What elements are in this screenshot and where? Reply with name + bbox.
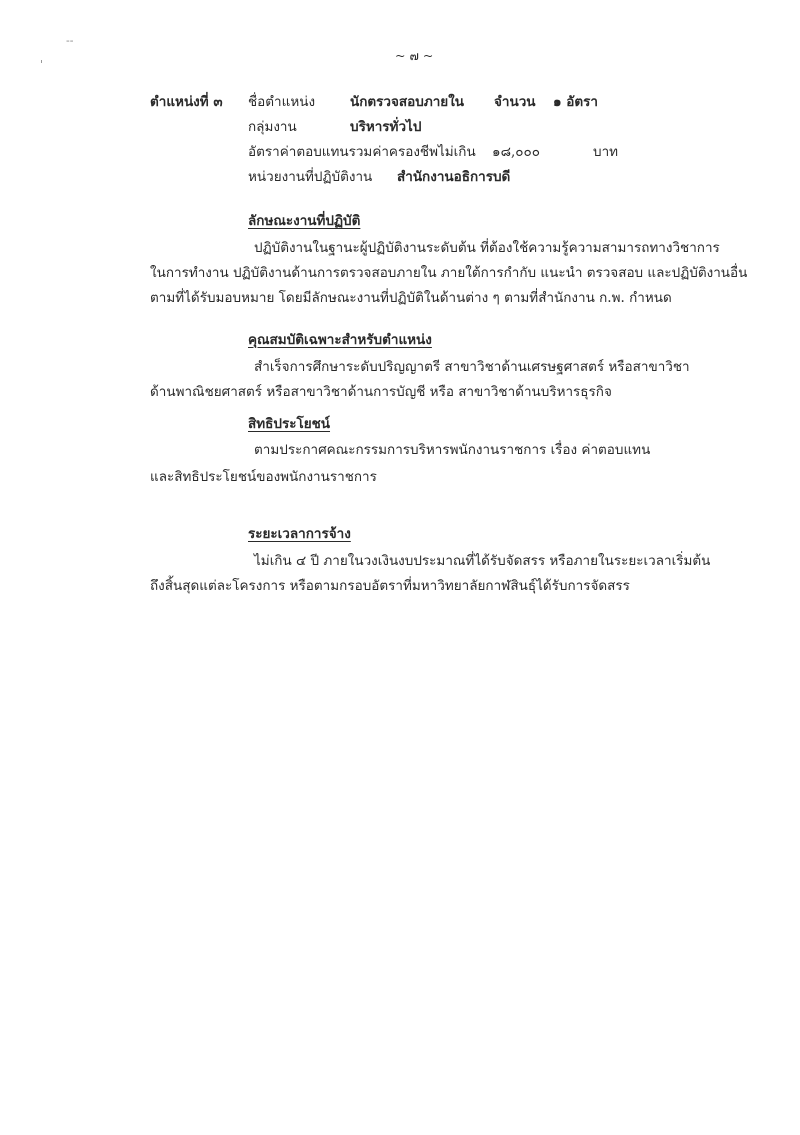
job-nature-line: ตามที่ได้รับมอบหมาย โดยมีลักษณะงานที่ปฏิบัติในด้านต่าง ๆ ตามที่สำนักงาน ก.พ. กำหนด [150,290,672,306]
group-label: กลุ่มงาน [248,119,297,135]
scan-speck: ' [40,58,44,71]
unit-label: หน่วยงานที่ปฏิบัติงาน [248,169,373,185]
qualifications-line: สำเร็จการศึกษาระดับปริญญาตรี สาขาวิชาด้านเศรษฐศาสตร์ หรือสาขาวิชา [254,359,690,375]
job-nature-line: ในการทำงาน ปฏิบัติงานด้านการตรวจสอบภายใน ภายใต้การกำกับ แนะนำ ตรวจสอบ และปฏิบัติงานอื่น [150,265,748,281]
benefits-line: ตามประกาศคณะกรรมการบริหารพนักงานราชการ เรื่อง ค่าตอบแทน [254,442,651,458]
position-label: ตำแหน่งที่ ๓ [150,94,223,110]
benefits-line: และสิทธิประโยชน์ของพนักงานราชการ [150,469,377,485]
benefits-heading: สิทธิประโยชน์ [248,416,331,432]
employment-period-line: ถึงสิ้นสุดแต่ละโครงการ หรือตามกรอบอัตราที่มหาวิทยาลัยกาฬสินธุ์ได้รับการจัดสรร [150,578,630,594]
job-nature-line: ปฏิบัติงานในฐานะผู้ปฏิบัติงานระดับต้น ที่ต้องใช้ความรู้ความสามารถทางวิชาการ [254,240,720,256]
position-name-label: ชื่อตำแหน่ง [248,94,316,110]
employment-period-heading: ระยะเวลาการจ้าง [248,526,351,542]
unit-value: สำนักงานอธิการบดี [397,169,511,185]
qualifications-heading: คุณสมบัติเฉพาะสำหรับตำแหน่ง [248,332,432,348]
scan-speck: -‑ [66,34,74,47]
salary-value: ๑๘,๐๐๐ [492,144,540,160]
group-value: บริหารทั่วไป [350,119,422,135]
employment-period-line: ไม่เกิน ๔ ปี ภายในวงเงินงบประมาณที่ได้รับจัดสรร หรือภายในระยะเวลาเริ่มต้น [254,553,711,569]
salary-unit: บาท [593,144,619,160]
position-name-value: นักตรวจสอบภายใน [350,94,465,110]
qualifications-line: ด้านพาณิชยศาสตร์ หรือสาขาวิชาด้านการบัญชี หรือ สาขาวิชาด้านบริหารธุรกิจ [150,384,612,400]
position-count-label: จำนวน [494,94,536,110]
position-count-value: ๑ อัตรา [553,94,598,110]
page-number: ~ ๗ ~ [395,48,434,63]
job-nature-heading: ลักษณะงานที่ปฏิบัติ [248,213,361,229]
salary-label: อัตราค่าตอบแทนรวมค่าครองชีพไม่เกิน [248,144,476,160]
